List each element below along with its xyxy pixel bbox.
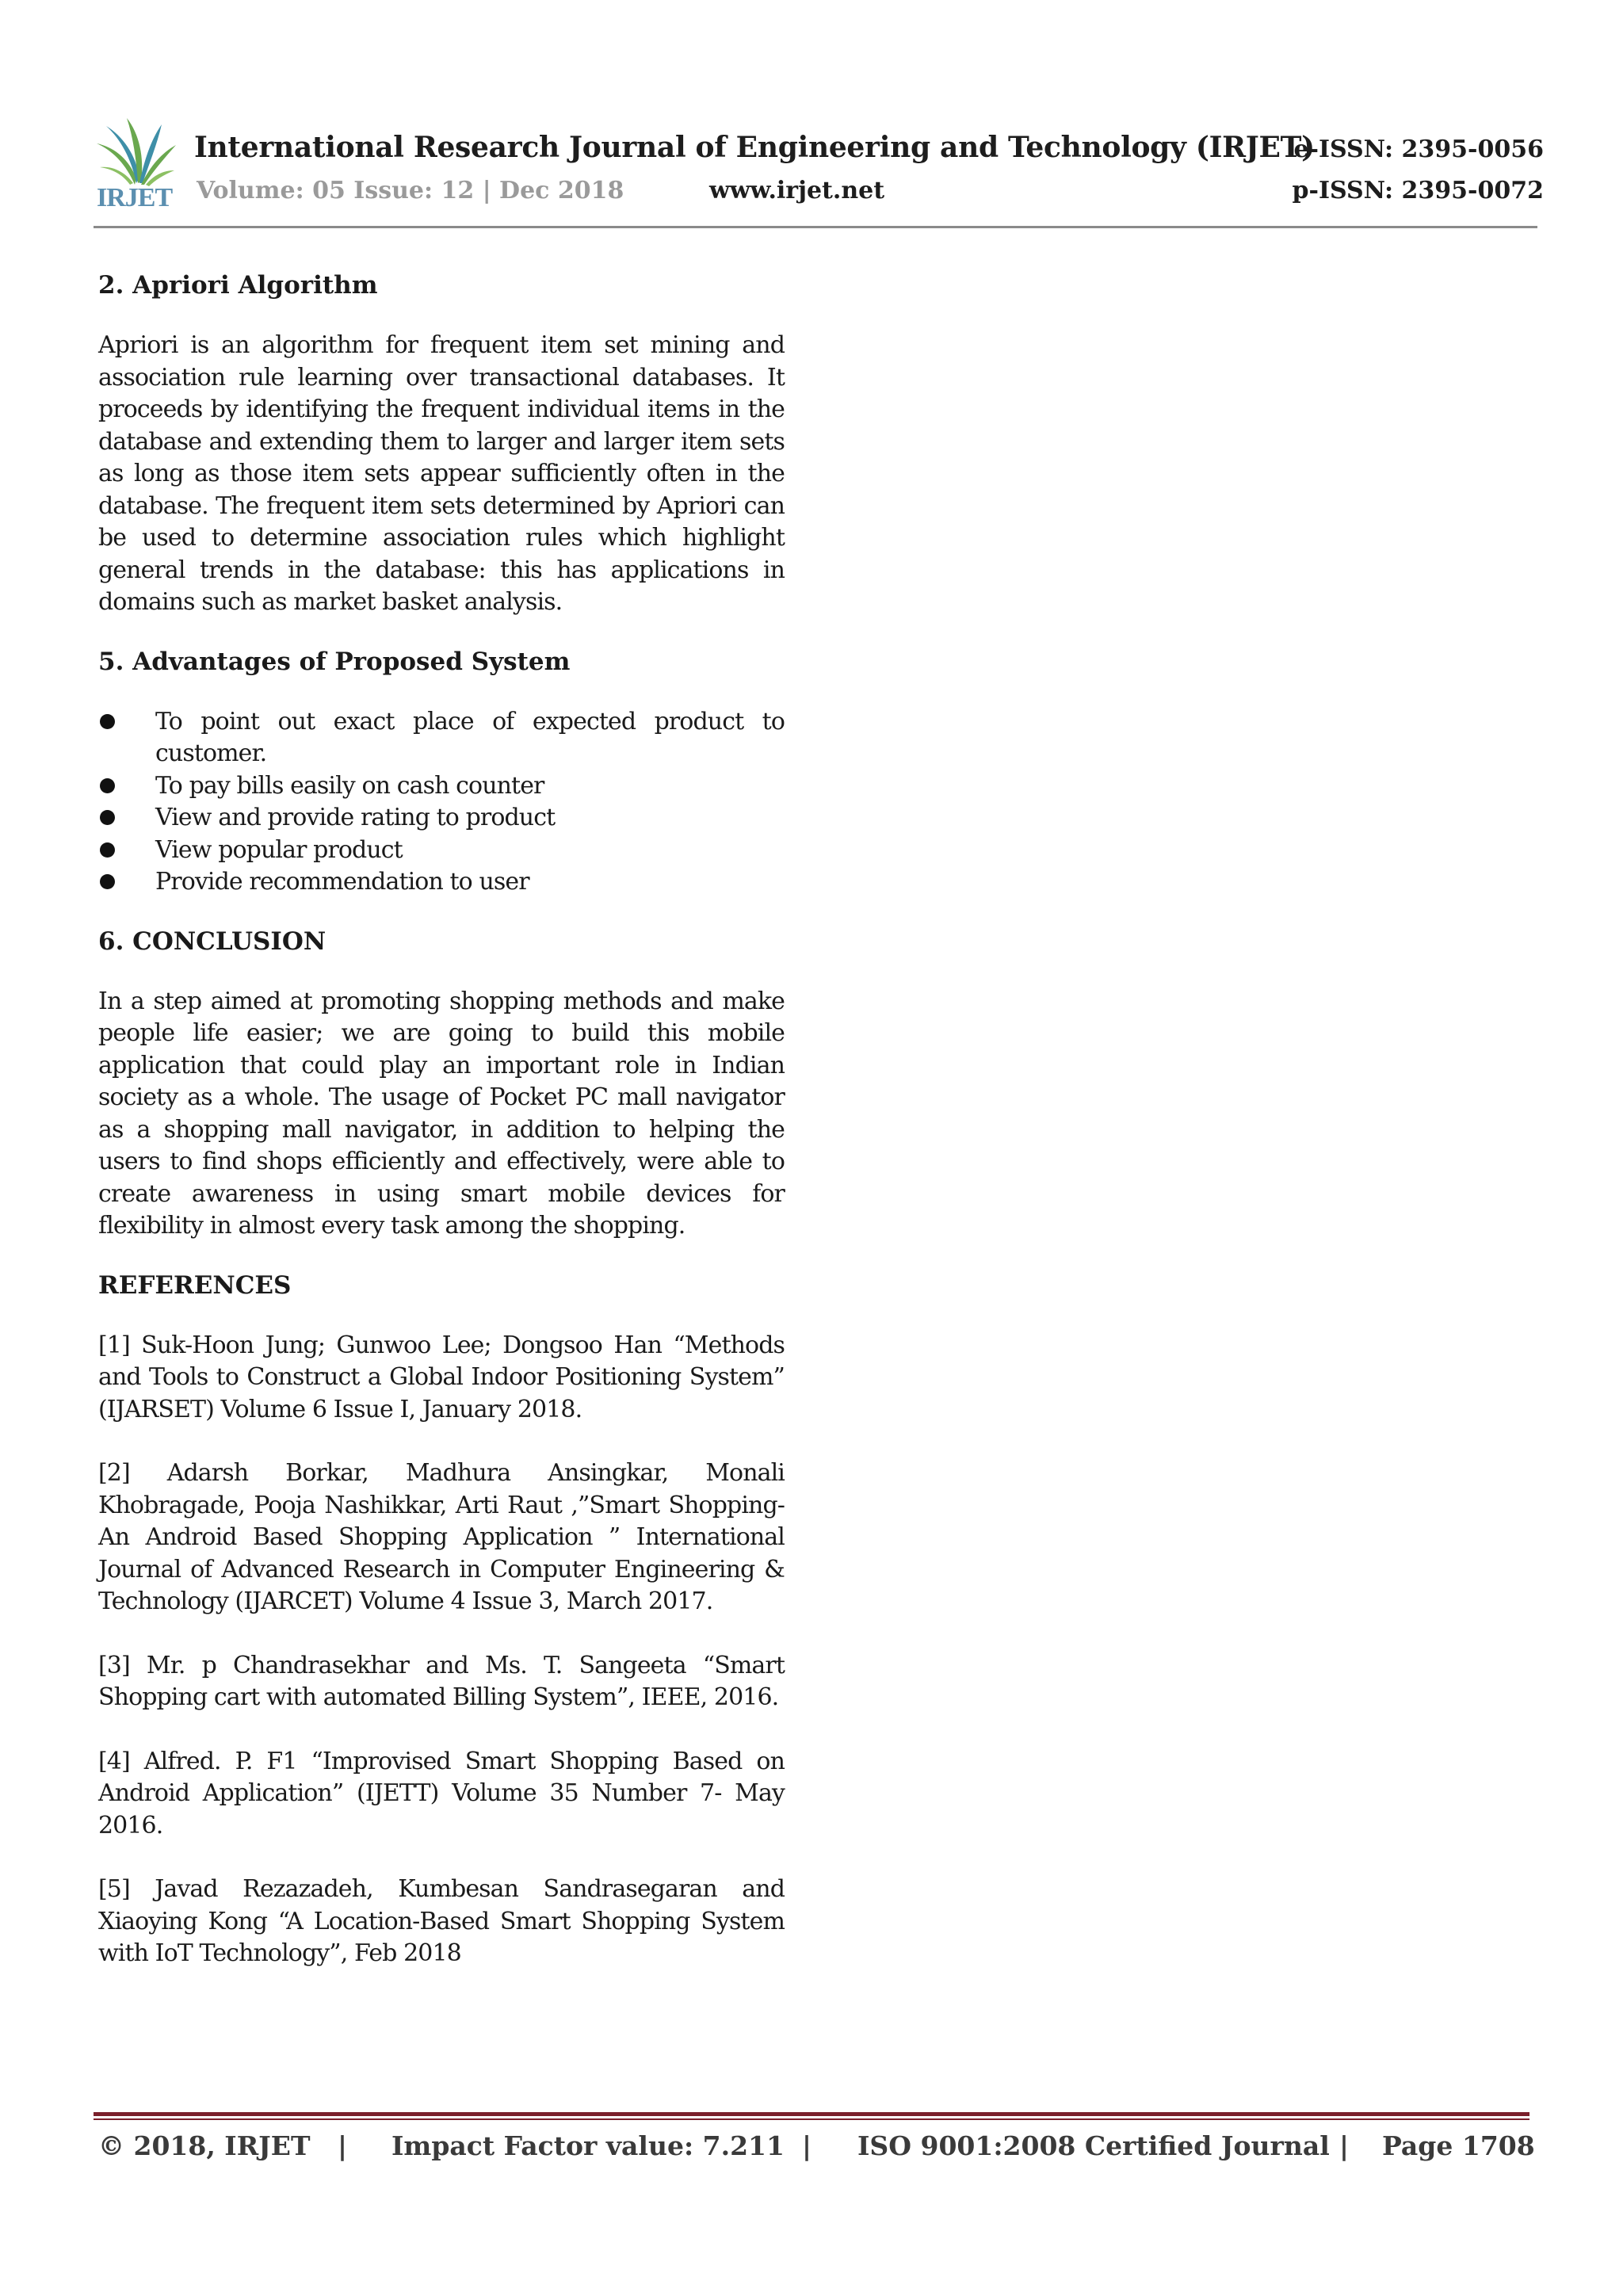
- footer-divider-thin: [94, 2118, 1529, 2120]
- irjet-logo: [94, 115, 179, 214]
- list-item-text: To pay bills easily on cash counter: [155, 771, 544, 800]
- reference-item: [2] Adarsh Borkar, Madhura Ansingkar, Monali Khobragade, Pooja Nashikkar, Arti Raut ,”Smart Shopping- An Android Based Shopping Application ” International Journal of Advanced Research in Computer Engineering & Technology (IJARCET) Volume 4 Issue 3, March 2017.: [98, 1459, 785, 1615]
- section-heading-conclusion: 6. CONCLUSION: [98, 926, 327, 956]
- footer-copyright: © 2018, IRJET: [98, 2130, 311, 2161]
- leaf-logo-icon: [94, 115, 179, 186]
- reference-item: [5] Javad Rezazadeh, Kumbesan Sandrasegaran and Xiaoying Kong “A Location-Based Smart Shopping System with IoT Technology”, Feb 2018: [98, 1875, 785, 1967]
- bullet-icon: [100, 778, 115, 793]
- logo-text: IRJET: [97, 183, 173, 212]
- advantages-list: [98, 706, 785, 899]
- journal-title: International Research Journal of Engineering and Technology (IRJET): [194, 131, 1315, 164]
- reference-item: [4] Alfred. P. F1 “Improvised Smart Shopping Based on Android Application” (IJETT) Volume 35 Number 7- May 2016.: [98, 1747, 785, 1839]
- list-item: [98, 866, 785, 899]
- bullet-icon: [100, 874, 115, 889]
- footer-divider: [94, 2112, 1529, 2116]
- footer-separator: |: [1339, 2130, 1350, 2161]
- footer-iso: ISO 9001:2008 Certified Journal: [857, 2130, 1330, 2161]
- page-number: Page 1708: [1382, 2130, 1535, 2161]
- list-item-text: Provide recommendation to user: [155, 868, 529, 896]
- list-item: [98, 802, 785, 835]
- e-issn: e-ISSN: 2395-0056: [1293, 136, 1544, 163]
- footer-separator: |: [802, 2130, 812, 2161]
- content-column: [98, 269, 785, 2002]
- section-heading-references: REFERENCES: [98, 1270, 292, 1300]
- bullet-icon: [100, 842, 115, 858]
- section-heading-apriori: 2. Apriori Algorithm: [98, 271, 378, 300]
- page-header: [94, 115, 1544, 226]
- footer-impact-factor: Impact Factor value: 7.211: [391, 2130, 785, 2161]
- reference-item: [3] Mr. p Chandrasekhar and Ms. T. Sangeeta “Smart Shopping cart with automated Billing System”, IEEE, 2016.: [98, 1651, 785, 1711]
- volume-issue: Volume: 05 Issue: 12 | Dec 2018: [197, 177, 624, 204]
- list-item: [98, 835, 785, 867]
- bullet-icon: [100, 810, 115, 825]
- list-item: [98, 770, 785, 803]
- conclusion-paragraph: In a step aimed at promoting shopping methods and make people life easier; we are going to build this mobile application that could play an important role in Indian society as a whole. The usage of Pocket PC mall navigator as a shopping mall navigator, in addition to helping the users to find shops efficiently and effectively, were able to create awareness in using smart mobile devices for flexibility in almost every task among the shopping.: [98, 987, 785, 1240]
- p-issn: p-ISSN: 2395-0072: [1292, 177, 1544, 204]
- journal-website[interactable]: www.irjet.net: [709, 177, 885, 204]
- list-item-text: View popular product: [155, 835, 403, 864]
- apriori-paragraph: Apriori is an algorithm for frequent item set mining and association rule learning over transactional databases. It proceeds by identifying the frequent individual items in the database and extending them to larger and larger item sets as long as those item sets appear sufficiently often in the database. The frequent item sets determined by Apriori can be used to determine association rules which highlight general trends in the database: this has applications in domains such as market basket analysis.: [98, 331, 785, 616]
- bullet-icon: [100, 714, 115, 729]
- list-item-text: To point out exact place of expected product to customer.: [155, 707, 785, 767]
- list-item: [98, 706, 785, 770]
- section-heading-advantages: 5. Advantages of Proposed System: [98, 647, 571, 676]
- header-divider: [94, 226, 1537, 228]
- footer-separator: |: [338, 2130, 348, 2161]
- list-item-text: View and provide rating to product: [155, 804, 556, 831]
- reference-item: [1] Suk-Hoon Jung; Gunwoo Lee; Dongsoo Han “Methods and Tools to Construct a Global Indoor Positioning System” (IJARSET) Volume 6 Issue I, January 2018.: [98, 1331, 785, 1423]
- page-footer: [98, 2130, 1535, 2170]
